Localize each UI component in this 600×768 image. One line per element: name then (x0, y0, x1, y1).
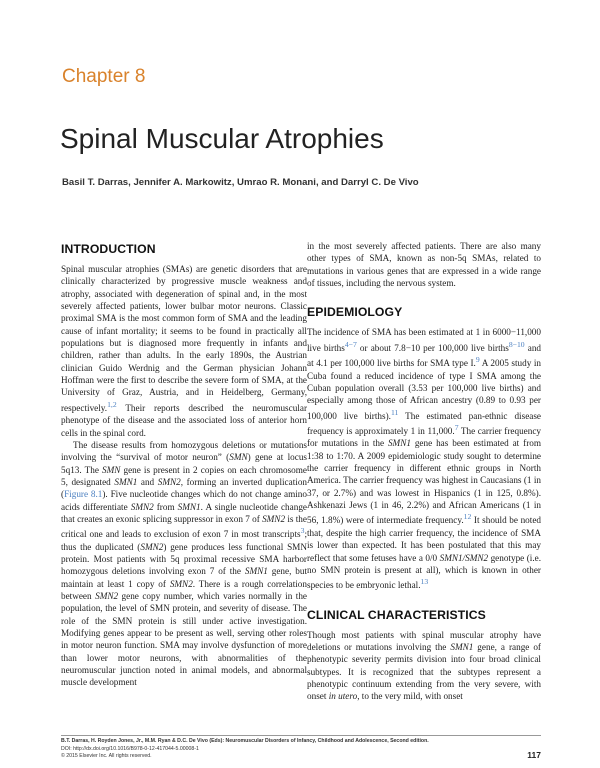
doi-line[interactable]: DOI: http://dx.doi.org/10.1016/B978-0-12-417044-5.00008-1 (61, 745, 199, 752)
chapter-title: Spinal Muscular Atrophies (60, 123, 384, 154)
citation-link[interactable]: 1,2 (107, 399, 117, 409)
citation-link[interactable]: 9 (475, 355, 480, 365)
citation-link[interactable]: 12 (463, 512, 472, 522)
copyright-footer (61, 735, 541, 761)
book-citation: B.T. Darras, H. Royden Jones, Jr., M.M. Ryan & D.C. De Vivo (Eds): Neuromuscular Disorders of Infancy, Childhood and Adolescence, Second edition. (61, 738, 429, 744)
intro-continuation: in the most severely affected patients. There are also many other types of SMA, known as non-5q SMAs, related to mutations in various genes that are expressed in a wide range of tissues, including the nervous system. (307, 241, 541, 289)
chapter-label: Chapter 8 (62, 66, 146, 87)
citation-link[interactable]: 4−7 (344, 339, 357, 349)
page-number: 117 (527, 750, 541, 760)
figure-link[interactable]: Figure 8.1 (64, 489, 103, 500)
epidemiology-paragraph: The incidence of SMA has been estimated at 1 in 6000−11,000 live births$^{4-7}$ or about 7.8−10 per 100,000 live births$^{8-10}$ and at 4.1 per 100,000 live births for SMA type I.$^9$ A 2005 study in Cuba found a reduced incidence of type I SMA among the Cuban population overall (3.53 per 100,000 live births) and especially among those of African ancestry (0.89 to 0.93 per 100,000 live births).$^{11}$ The estimated pan-ethnic disease frequency is approximately 1 in 11,000.$^7$ The carrier frequency for mutations in the SMN1 gene has been estimated at from 1:38 to 1:70. A 2009 epidemiologic study sought to determine the carrier frequency in different ethnic groups in North America. The carrier frequency was highest in Caucasians (1 in 37, or 2.7%) and was lowest in Hispanics (1 in 125, 0.8%). Ashkenazi Jews (1 in 46, 2.2%) and African Americans (1 in 56, 1.8%) were of intermediate frequency.$^{12}$ It should be noted that, despite the high carrier frequency, the incidence of SMA is lower than expected. It has been postulated that this may reflect that some fetuses have a 0/0 SMN1/SMN2 genotype (i.e. no SMN protein is present at all), which is known in other species to be embryonic lethal.$^{13}$ (307, 327, 542, 591)
citation-link[interactable]: 3 (300, 526, 305, 536)
epidemiology-heading: EPIDEMIOLOGY (307, 305, 403, 320)
citation-link[interactable]: 7 (454, 422, 459, 432)
clinical-characteristics-heading: CLINICAL CHARACTERISTICS (307, 607, 486, 622)
clinical-paragraph: Though most patients with spinal muscular atrophy have deletions or mutations involving the SMN1 gene, a range of phenotypic severity permits division into four broad clinical subtypes. It is recognized that the subtypes represent a phenotypic continuum extending from the very severe, with onset in utero, to the very mild, with onset (307, 629, 541, 702)
left-column (61, 242, 307, 689)
right-column (307, 240, 541, 703)
intro-paragraph-2: The disease results from homozygous deletions or mutations involving the “survival of motor neuron” (SMN) gene at locus 5q13. The SMN gene is present in 2 copies on each chromosome 5, designated SMN1 and SMN2, forming an inverted duplication (Figure 8.1). Five nucleotide changes which do not change amino acids differentiate SMN2 from SMN1. A single nucleotide change that creates an exonic splicing suppressor in exon 7 of SMN2 is the critical one and leads to exclusion of exon 7 in most transcripts$^3$; thus the duplicated (SMN2) gene produces less functional SMN protein. Most patients with 5q proximal recessive SMA harbor homozygous deletions involving exon 7 of the SMN1 gene, but maintain at least 1 copy of SMN2. There is a rough correlation between SMN2 gene copy number, which varies normally in the population, the level of SMN protein, and severity of disease. The role of the SMN protein is still under active investigation. Modifying genes appear to be present as well, serving other roles in motor neuron function. SMA may involve dysfunction of more than lower motor neurons, with abnormalities of the neuromuscular junction noted in animal models, and abnormal muscle development (61, 439, 308, 688)
author-list: Basil T. Darras, Jennifer A. Markowitz, Umrao R. Monani, and Darryl C. De Vivo (62, 177, 419, 188)
citation-link[interactable]: 8−10 (508, 339, 525, 349)
introduction-heading: INTRODUCTION (61, 242, 156, 256)
citation-link[interactable]: 13 (420, 577, 429, 587)
citation-link[interactable]: 11 (390, 407, 399, 417)
copyright-line: © 2015 Elsevier Inc. All rights reserved. (61, 753, 152, 759)
intro-paragraph-1: Spinal muscular atrophies (SMAs) are genetic disorders that are clinically characterized by progressive muscle weakness and atrophy, associated with degeneration of spinal and, in the most severely affected patients, lower bulbar motor neurons. Classic proximal SMA is the most common form of SMA and the leading cause of infant mortality; it seems to be found in practically all populations but is diagnosed more frequently in infants and children, rather than adults. In the early 1890s, the Austrian clinician Guido Werdnig and the German physician Johann Hoffman were the first to describe the severe form of SMA, at the University of Graz, Austria, and in Heidelberg, Germany, respectively.$^{1,2}$ Their reports described the neuromuscular phenotype of the disease and the associated loss of anterior horn cells in the spinal cord. (61, 264, 307, 438)
